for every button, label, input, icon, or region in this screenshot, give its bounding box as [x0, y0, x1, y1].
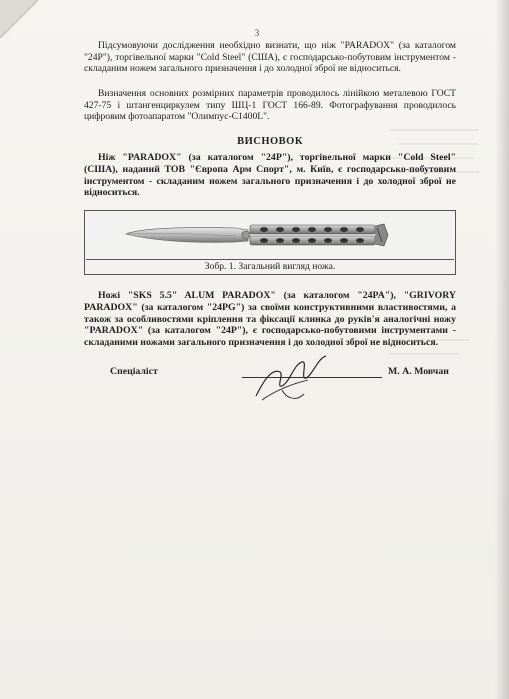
folded-corner	[0, 0, 38, 38]
page-number: 3	[254, 28, 260, 38]
handwritten-signature	[252, 350, 332, 410]
conclusion-heading: ВИСНОВОК	[237, 136, 303, 147]
page-edge-shadow	[495, 0, 509, 699]
conclusion-paragraph: Ніж "PARADOX" (за каталогом "24P"), торгівельної марки "Cold Steel" (США), наданий ТОВ "Європа Арм Спорт", м. Київ, є господарсько-побутовим інструментом - складаним ножем загального призначення і до холодної зброї не відноситься.	[84, 152, 456, 199]
knife-photo	[86, 212, 454, 260]
signatory-name: М. А. Мовчан	[388, 366, 449, 377]
butterfly-knife-icon	[86, 212, 454, 259]
measurement-paragraph: Визначення основних розмірних параметрів проводилось лінійкою металевою ГОСТ 427-75 і штангенциркулем типу ШЦ-1 ГОСТ 166-89. Фотографування проводилось цифровим фотоапаратом "Олимпус-С1400L".	[84, 88, 456, 123]
summary-paragraph: Підсумовуючи дослідження необхідно визнати, що ніж "PARADOX" (за каталогом "24P"), торгівельної марки "Cold Steel" (США), є господарсько-побутовим інструментом - складаним ножем загального призначення і до холодної зброї не відноситься.	[84, 40, 456, 75]
signature-label: Спеціаліст	[110, 366, 158, 377]
closing-paragraph: Ножі "SKS 5.5" ALUM PARADOX" (за каталогом "24PA"), "GRIVORY PARADOX" (за каталогом "24PG") за своїми конструктивними властивостями, а також за особливостями кріплення та фіксації клинка до руків'я аналогічні ножу "PARADOX" (за каталогом "24P"), є господарсько-побутовими інструментами - складаними ножами загального призначення і до холодної зброї не відноситься.	[84, 290, 456, 349]
figure-caption: Зобр. 1. Загальний вигляд ножа.	[204, 261, 336, 272]
knife-figure	[84, 210, 456, 275]
